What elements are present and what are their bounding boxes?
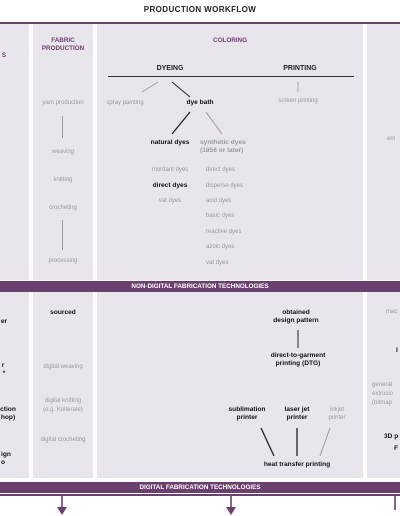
node-knitting: knitting — [53, 177, 73, 183]
left-partial-6: ign — [1, 451, 11, 458]
subheader-dyeing: DYEING — [156, 65, 184, 72]
node-natural-dyes: natural dyes — [150, 139, 190, 146]
left-partial-3: * — [2, 370, 6, 377]
node-yarn-production: yarn production — [42, 100, 84, 106]
page-title: PRODUCTION WORKFLOW — [143, 5, 257, 14]
synthetic-disperse-dyes: disperse dyes — [206, 183, 244, 189]
obtained-line1: obtained — [282, 309, 310, 316]
left-partial-4: ction — [0, 406, 16, 413]
node-direct-dyes: direct dyes — [152, 182, 188, 189]
column-header-fabric-text: FABRIC PRODUCTION — [41, 37, 85, 52]
dtg-line1: direct-to-garment — [270, 352, 326, 359]
right-partial-4: extrusio — [372, 391, 394, 397]
node-right-partial-top: em — [387, 136, 396, 142]
right-partial-3: generat — [372, 382, 393, 388]
connector-dyebath-natural — [172, 112, 190, 134]
left-partial-2: r — [1, 362, 5, 369]
right-partial-6: 3D p — [384, 433, 399, 440]
node-screen-printing: screen printing — [278, 98, 318, 104]
node-crocheting: crocheting — [49, 205, 77, 211]
digital-knitting-line1: digital knitting — [44, 398, 82, 404]
inkjet-line2: printer — [328, 415, 346, 421]
synthetic-dyes-line2: (1856 or later) — [200, 147, 244, 154]
node-vat-dyes-natural: vat dyes — [158, 198, 182, 204]
node-heat-transfer-printing: heat transfer printing — [263, 461, 331, 468]
connector-spray-dyebath — [142, 82, 158, 92]
right-partial-5: (bitmap — [372, 400, 393, 406]
left-partial-5: hop) — [0, 414, 16, 421]
inkjet-line1: inkjet — [329, 407, 344, 413]
connector-inkjet-heat — [320, 428, 330, 456]
connector-sublimation-heat — [261, 428, 274, 456]
right-partial-1: mac — [386, 309, 398, 315]
synthetic-dyes-line1: synthetic dyes — [200, 139, 246, 146]
synthetic-azoic-dyes: azoic dyes — [206, 244, 235, 250]
left-partial-7: o — [0, 459, 6, 466]
dtg-line2: printing (DTG) — [275, 360, 321, 367]
laser-line1: laser jet — [284, 406, 310, 413]
synthetic-acid-dyes: acid dyes — [206, 198, 232, 204]
band-digital: DIGITAL FABRICATION TECHNOLOGIES — [0, 482, 400, 493]
column-header-coloring: COLORING — [213, 37, 247, 44]
synthetic-reactive-dyes: reactive dyes — [206, 229, 242, 235]
synthetic-vat-dyes: vat dyes — [206, 260, 229, 266]
sublimation-line2: printer — [236, 414, 258, 421]
subheader-printing: PRINTING — [283, 65, 317, 72]
right-partial-7: F — [394, 445, 399, 452]
node-sourced: sourced — [50, 309, 76, 316]
node-digital-crocheting: digital crocheting — [40, 437, 86, 443]
right-partial-2: I — [396, 347, 398, 354]
connector-dyebath-synthetic — [206, 112, 222, 134]
laser-line2: printer — [286, 414, 308, 421]
node-spray-painting: spray painting — [106, 100, 144, 106]
node-mordant-dyes: mordant dyes — [151, 167, 189, 173]
arrow-coloring-head — [226, 507, 236, 515]
band-non-digital: NON-DIGITAL FABRICATION TECHNOLOGIES — [0, 281, 400, 292]
sublimation-line1: sublimation — [228, 406, 266, 413]
synthetic-direct-dyes: direct dyes — [206, 167, 236, 173]
digital-knitting-line2: (e.g. Kniterate) — [43, 407, 83, 413]
node-digital-weaving: digital weaving — [43, 364, 83, 370]
arrow-fabric-head — [57, 507, 67, 515]
left-partial-1: er — [0, 318, 8, 325]
connector-dyeing-dyebath — [172, 82, 190, 97]
node-dye-bath: dye bath — [186, 99, 214, 106]
node-processing: processing — [48, 258, 78, 264]
column-header-left: S — [1, 52, 7, 59]
node-weaving: weaving — [51, 149, 74, 155]
synthetic-basic-dyes: basic dyes — [206, 213, 235, 219]
obtained-line2: design pattern — [273, 317, 319, 324]
